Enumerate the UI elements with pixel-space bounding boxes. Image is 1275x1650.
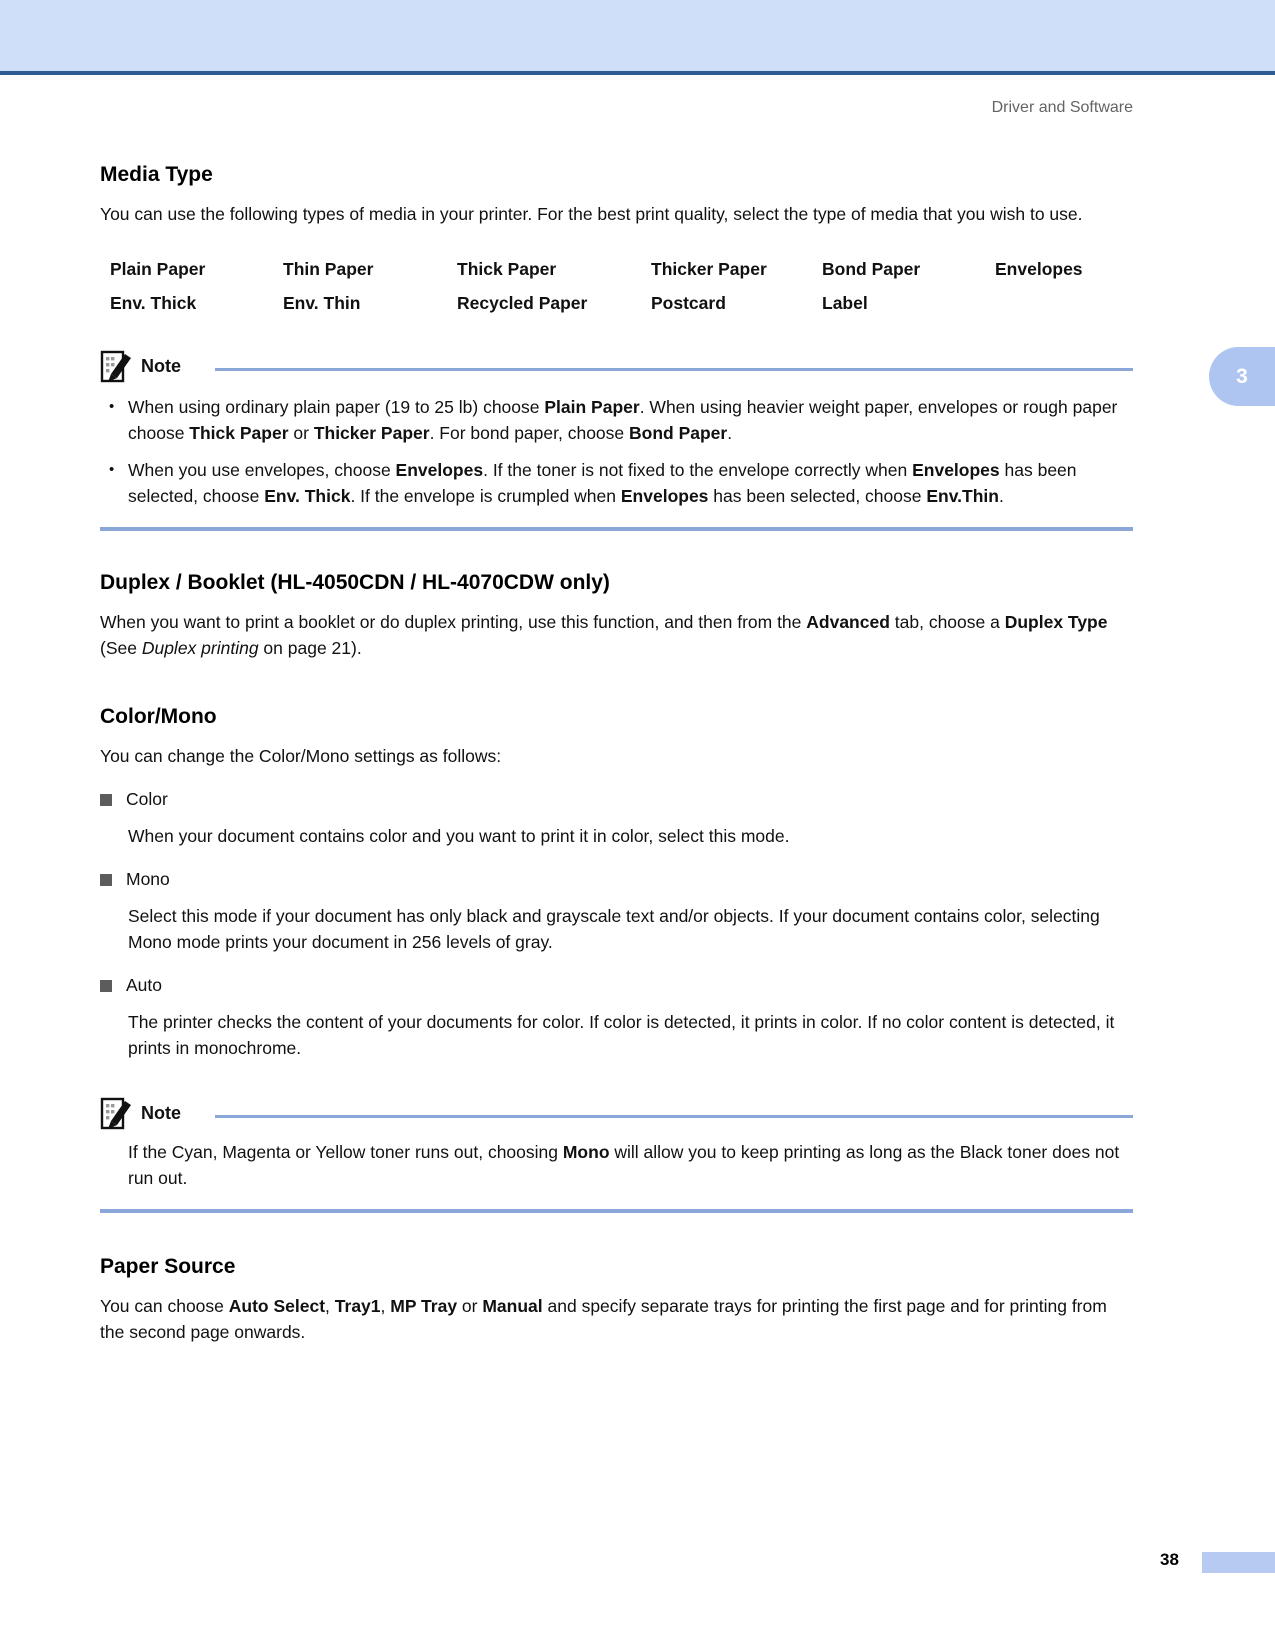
media-cell: Thick Paper [457, 259, 557, 279]
bullet-dot: • [109, 398, 115, 415]
media-cell: Recycled Paper [457, 293, 588, 313]
note-closing-rule [100, 1209, 1133, 1213]
media-cell: Plain Paper [110, 259, 206, 279]
color-mono-item-mono [100, 869, 1133, 955]
note-bullet-item [100, 457, 1133, 509]
media-type-note [100, 348, 1133, 531]
media-cell: Env. Thin [283, 293, 361, 313]
note-header [100, 348, 1133, 384]
color-mono-item-auto [100, 975, 1133, 1061]
item-label: Color [126, 789, 168, 809]
note-label: Note [141, 1102, 181, 1123]
note-bullet-list [100, 394, 1133, 509]
page-top-band [0, 0, 1275, 75]
bullet-dot: • [109, 461, 115, 478]
note-bullet-item [100, 394, 1133, 446]
page-content [100, 163, 1133, 1345]
duplex-paragraph: When you want to print a booklet or do duplex printing, use this function, and then from the Advanced tab, choose a Duplex Type (See Duplex printing on page 21). [100, 612, 1108, 658]
paper-source-paragraph: You can choose Auto Select, Tray1, MP Tray or Manual and specify separate trays for printing the first page and for printing from the second page onwards. [100, 1296, 1107, 1342]
color-mono-intro: You can change the Color/Mono settings as follows: [100, 746, 502, 766]
media-cell: Bond Paper [822, 259, 921, 279]
note-pencil-icon [100, 348, 133, 384]
note-rule [215, 1115, 1133, 1118]
page-number: 38 [1160, 1550, 1179, 1569]
note-bullet-text: When you use envelopes, choose Envelopes. If the toner is not fixed to the envelope correctly when Envelopes has been selected, choose Env. Thick. If the envelope is crumpled when Envelopes has been selected, choose Env.Thin. [128, 460, 1077, 506]
item-label-row [100, 869, 1133, 890]
note-bullet-text: When using ordinary plain paper (19 to 25 lb) choose Plain Paper. When using heavier weight paper, envelopes or rough paper choose Thick Paper or Thicker Paper. For bond paper, choose Bond Paper. [128, 397, 1118, 443]
item-label-row [100, 789, 1133, 810]
item-description: When your document contains color and you want to print it in color, select this mode. [128, 826, 790, 846]
chapter-tab [1209, 347, 1275, 406]
media-cell: Thin Paper [283, 259, 374, 279]
color-mono-note [100, 1095, 1133, 1213]
media-cell: Label [822, 293, 868, 313]
media-cell: Env. Thick [110, 293, 197, 313]
media-type-intro: You can use the following types of media in your printer. For the best print quality, select the type of media that you wish to use. [100, 204, 1083, 224]
note-rule [215, 368, 1133, 371]
item-description: Select this mode if your document has only black and grayscale text and/or objects. If your document contains color, selecting Mono mode prints your document in 256 levels of gray. [128, 906, 1100, 952]
item-description: The printer checks the content of your documents for color. If color is detected, it prints in color. If no color content is detected, it prints in monochrome. [128, 1012, 1115, 1058]
note-closing-rule [100, 527, 1133, 531]
note-label: Note [141, 355, 181, 376]
media-cell: Envelopes [995, 259, 1083, 279]
media-cell: Thicker Paper [651, 259, 767, 279]
square-bullet-icon [100, 980, 112, 992]
square-bullet-icon [100, 794, 112, 806]
duplex-heading: Duplex / Booklet (HL-4050CDN / HL-4070CDW only) [100, 571, 610, 594]
color-mono-item-color [100, 789, 1133, 849]
running-header: Driver and Software [991, 99, 1133, 116]
color-mono-heading: Color/Mono [100, 705, 217, 728]
item-label: Auto [126, 975, 162, 995]
item-label: Mono [126, 869, 170, 889]
note-header [100, 1095, 1133, 1131]
paper-source-heading: Paper Source [100, 1255, 236, 1278]
item-label-row [100, 975, 1133, 996]
media-cell [995, 293, 1133, 314]
note-pencil-icon [100, 1095, 133, 1131]
square-bullet-icon [100, 874, 112, 886]
media-type-heading: Media Type [100, 163, 213, 186]
footer-accent-bar [1202, 1552, 1275, 1573]
chapter-number: 3 [1236, 364, 1248, 388]
note-paragraph: If the Cyan, Magenta or Yellow toner runs out, choosing Mono will allow you to keep printing as long as the Black toner does not run out. [128, 1142, 1120, 1188]
media-type-table [100, 259, 1133, 314]
media-cell: Postcard [651, 293, 726, 313]
